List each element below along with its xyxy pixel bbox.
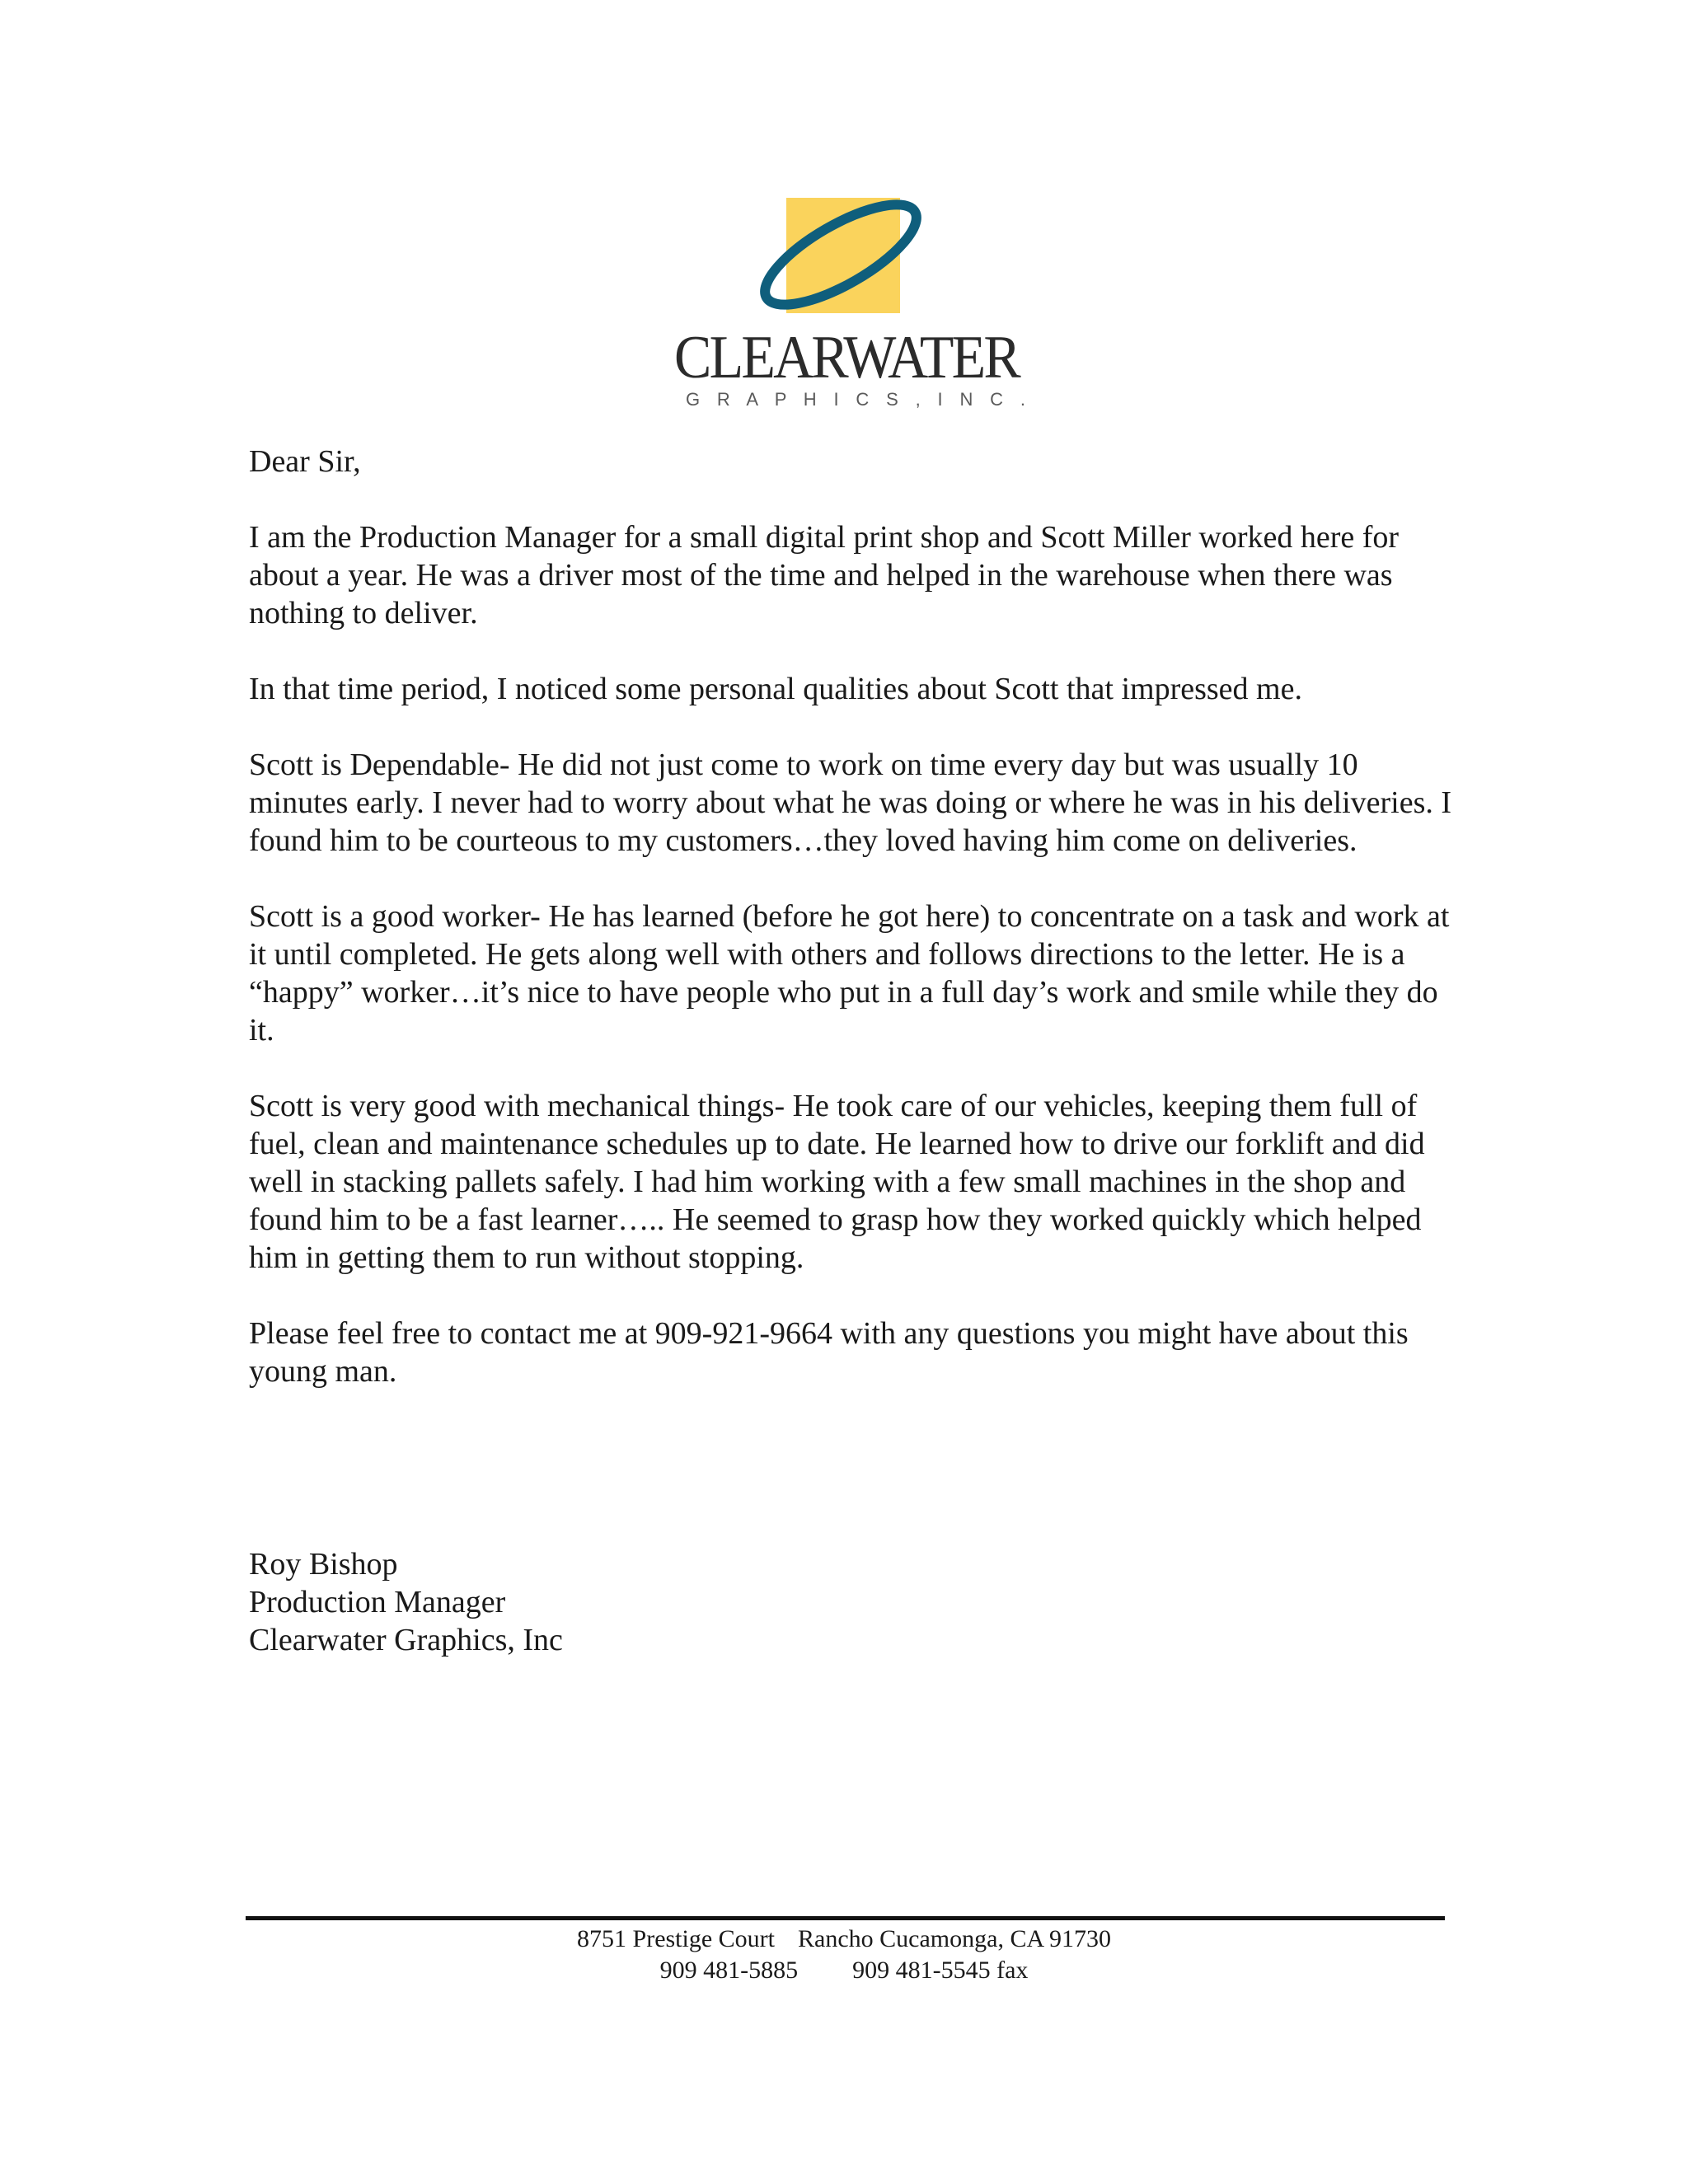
signature-block (249, 1545, 563, 1659)
signer-company: Clearwater Graphics, Inc (249, 1623, 563, 1657)
company-logo (661, 198, 1032, 412)
footer-city: Rancho Cucamonga, CA 91730 (798, 1925, 1111, 1952)
logo-subtitle: G R A P H I C S , I N C . (686, 389, 1025, 410)
paragraph-intro: I am the Production Manager for a small digital print shop and Scott Miller worked here for about a year. He was a driver most of the time and helped in the warehouse when there was nothing to deliver. (249, 520, 1400, 630)
letter-body (249, 443, 1452, 1428)
paragraph-qualities: In that time period, I noticed some personal qualities about Scott that impressed me. (249, 672, 1302, 706)
footer-phone: 909 481-5885 (659, 1957, 799, 1984)
clearwater-logo-icon (661, 198, 1032, 412)
paragraph-good-worker: Scott is a good worker- He has learned (before he got here) to concentrate on a task and work at it until completed. He gets along well with others and follows directions to the letter. He is a “happy” worker…it’s nice to have people who put in a full day’s work and smile while they do it. (249, 899, 1450, 1047)
footer-line-address (0, 1924, 1688, 1955)
footer-fax: 909 481-5545 fax (852, 1957, 1029, 1984)
logo-wordmark: CLEARWATER (674, 324, 1022, 391)
footer-divider (246, 1916, 1445, 1920)
signer-name: Roy Bishop (249, 1547, 398, 1582)
salutation: Dear Sir, (249, 444, 361, 479)
footer-address (0, 1924, 1688, 1986)
footer-line-phone (0, 1955, 1688, 1986)
paragraph-contact: Please feel free to contact me at 909-921-9664 with any questions you might have about this young man. (249, 1316, 1409, 1389)
signer-title: Production Manager (249, 1585, 506, 1619)
paragraph-dependable: Scott is Dependable- He did not just come to work on time every day but was usually 10 minutes early. I never had to worry about what he was doing or where he was in his deliveries. I found him to be courteous to my customers…they loved having him come on deliveries. (249, 748, 1452, 858)
paragraph-mechanical: Scott is very good with mechanical things- He took care of our vehicles, keeping them full of fuel, clean and maintenance schedules up to date. He learned how to drive our forklift and did well in stacking pallets safely. I had him working with a few small machines in the shop and found him to be a fast learner….. He seemed to grasp how they worked quickly which helped him in getting them to run without stopping. (249, 1089, 1425, 1275)
footer-street: 8751 Prestige Court (577, 1925, 776, 1952)
